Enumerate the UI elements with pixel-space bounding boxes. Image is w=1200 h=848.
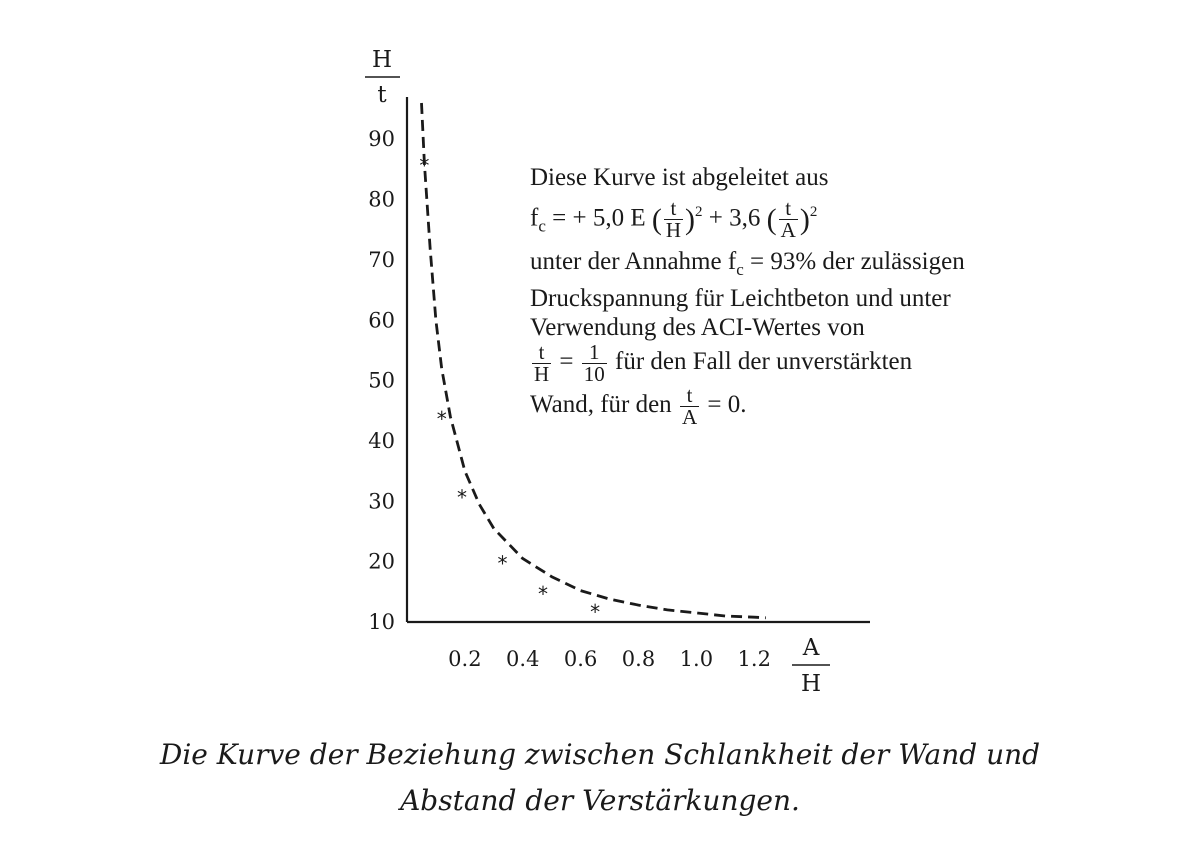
- x-axis-label-denominator: H: [800, 671, 822, 697]
- y-tick-label: 20: [368, 549, 395, 574]
- y-axis-label-numerator: H: [371, 47, 393, 73]
- data-point-marker: *: [538, 581, 549, 606]
- y-tick-label: 30: [368, 489, 395, 514]
- y-axis-label-denominator: t: [377, 82, 387, 108]
- caption-line-1: Die Kurve der Beziehung zwischen Schlankheit der Wand und: [159, 738, 1041, 771]
- figure-caption: [0, 732, 1200, 824]
- x-tick-label: 0.2: [448, 647, 482, 671]
- data-point-marker: *: [456, 485, 467, 510]
- annotation-line-4: Druckspannung für Leichtbeton und unter: [530, 285, 951, 313]
- x-axis-label-numerator: A: [802, 635, 820, 661]
- y-tick-label: 50: [368, 368, 395, 393]
- data-point-marker: *: [590, 599, 601, 624]
- annotation-line-3: unter der Annahme $f_c = 93\%$ der zulässigen: [530, 248, 965, 280]
- fraction-t-over-h-2: $\frac{t}{H}$: [534, 340, 550, 387]
- y-tick-label: 40: [368, 428, 395, 453]
- y-tick-label: 60: [368, 308, 395, 333]
- chart-annotation: [530, 163, 1130, 428]
- x-tick-label: 0.8: [621, 647, 656, 671]
- x-ticks: [448, 647, 771, 671]
- annotation-line-1: Diese Kurve ist abgeleitet aus: [530, 164, 829, 191]
- x-tick-label: 1.2: [737, 647, 771, 671]
- data-point-marker: *: [436, 406, 447, 431]
- annotation-line-6: $\frac{t}{H}$ = $\frac{1}{10}$ für den Fall der unverstärkten: [534, 340, 913, 387]
- y-ticks: [368, 127, 395, 634]
- fraction-1-over-10: $\frac{1}{10}$: [583, 340, 605, 387]
- annotation-formula: $f_c$ = + 5,0 E ( $\frac{t}{H}$ )$^2$ + 3,6 ( $\frac{t}{A}$ )$^2$: [530, 196, 818, 243]
- fraction-t-over-a: $\frac{t}{A}$: [780, 196, 796, 243]
- fraction-t-over-h: $\frac{t}{H}$: [665, 196, 682, 243]
- x-axis-label: [792, 635, 830, 697]
- y-tick-label: 80: [368, 187, 395, 212]
- caption-line-2: Abstand der Verstärkungen.: [400, 784, 800, 817]
- x-tick-label: 0.6: [563, 647, 598, 671]
- x-tick-label: 0.4: [506, 647, 540, 671]
- y-tick-label: 90: [368, 127, 395, 152]
- data-point-marker: *: [419, 153, 430, 178]
- annotation-line-5: Verwendung des ACI-Wertes von: [530, 314, 865, 342]
- data-point-marker: *: [497, 551, 508, 576]
- y-tick-label: 70: [368, 247, 395, 272]
- fraction-t-over-a-2: $\frac{t}{A}$: [681, 383, 698, 430]
- x-tick-label: 1.0: [679, 647, 714, 671]
- y-tick-label: 10: [368, 610, 395, 634]
- annotation-line-7: Wand, für den $\frac{t}{A}$ = 0.: [530, 383, 747, 430]
- y-axis-label: [365, 47, 400, 108]
